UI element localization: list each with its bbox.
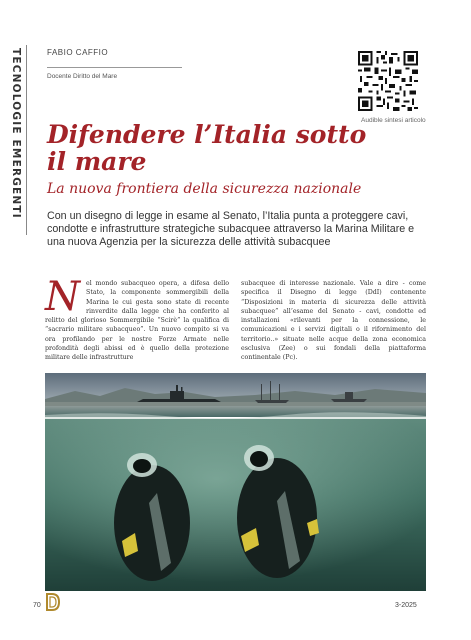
section-label-text: TECNOLOGIE EMERGENTI (10, 48, 22, 219)
magazine-logo-icon (46, 593, 60, 611)
author-divider (47, 67, 182, 68)
body-text-1: el mondo subacqueo opera, a difesa dello Stato, la componente sommergibili della Marina le cui gesta sono state di recente rinverdite dalla legge che ha conferito al relitto del glorioso Sommergibile “Scirè” la qualifica di “sacrario militare subacqueo”. Un nuovo compito si va ora profilando per le nostre Forze Armate nelle profondità degli abissi ed è quello della protezione militare delle infrastrutture (45, 280, 229, 362)
qr-code-icon[interactable] (358, 50, 418, 112)
issue-number: 3-2025 (395, 602, 417, 609)
article-lead: Con un disegno di legge in esame al Senato, l’Italia punta a proteggere cavi, condotte e infrastrutture strategiche subacquee attraverso la Marina Militare e una nuova Agenzia per la sicurezza delle attività subacquee (47, 210, 415, 249)
body-column-left (45, 274, 229, 363)
article-subtitle: La nuova frontiera della sicurezza nazionale (47, 181, 362, 197)
section-divider (26, 45, 27, 235)
qr-caption: Audible sintesi articolo (361, 117, 426, 124)
body-text-2: subacquee di interesse nazionale. Vale a dire - come specifica il Disegno di legge (DdI) contenente “Disposizioni in materia di sicurezza delle attività subacquee” all’esame del Senato - cavi, condotte ed installazioni «rilevanti per la connessione, le comunicazioni e i servizi digitali o il rifornimento del territorio..» situate nelle acque della zona economica esclusiva (Zee) o sui fondali della piattaforma continentale (Pc). (241, 280, 426, 362)
author-name: FABIO CAFFIO (47, 48, 109, 57)
article-title: Difendere l’Italia sotto il mare (47, 120, 367, 176)
drop-cap: N (45, 274, 80, 320)
section-label (6, 48, 22, 238)
submarine-divers-photo (45, 373, 426, 591)
page-number: 70 (33, 602, 41, 609)
body-column-right (241, 279, 426, 363)
author-role: Docente Diritto del Mare (47, 73, 118, 80)
